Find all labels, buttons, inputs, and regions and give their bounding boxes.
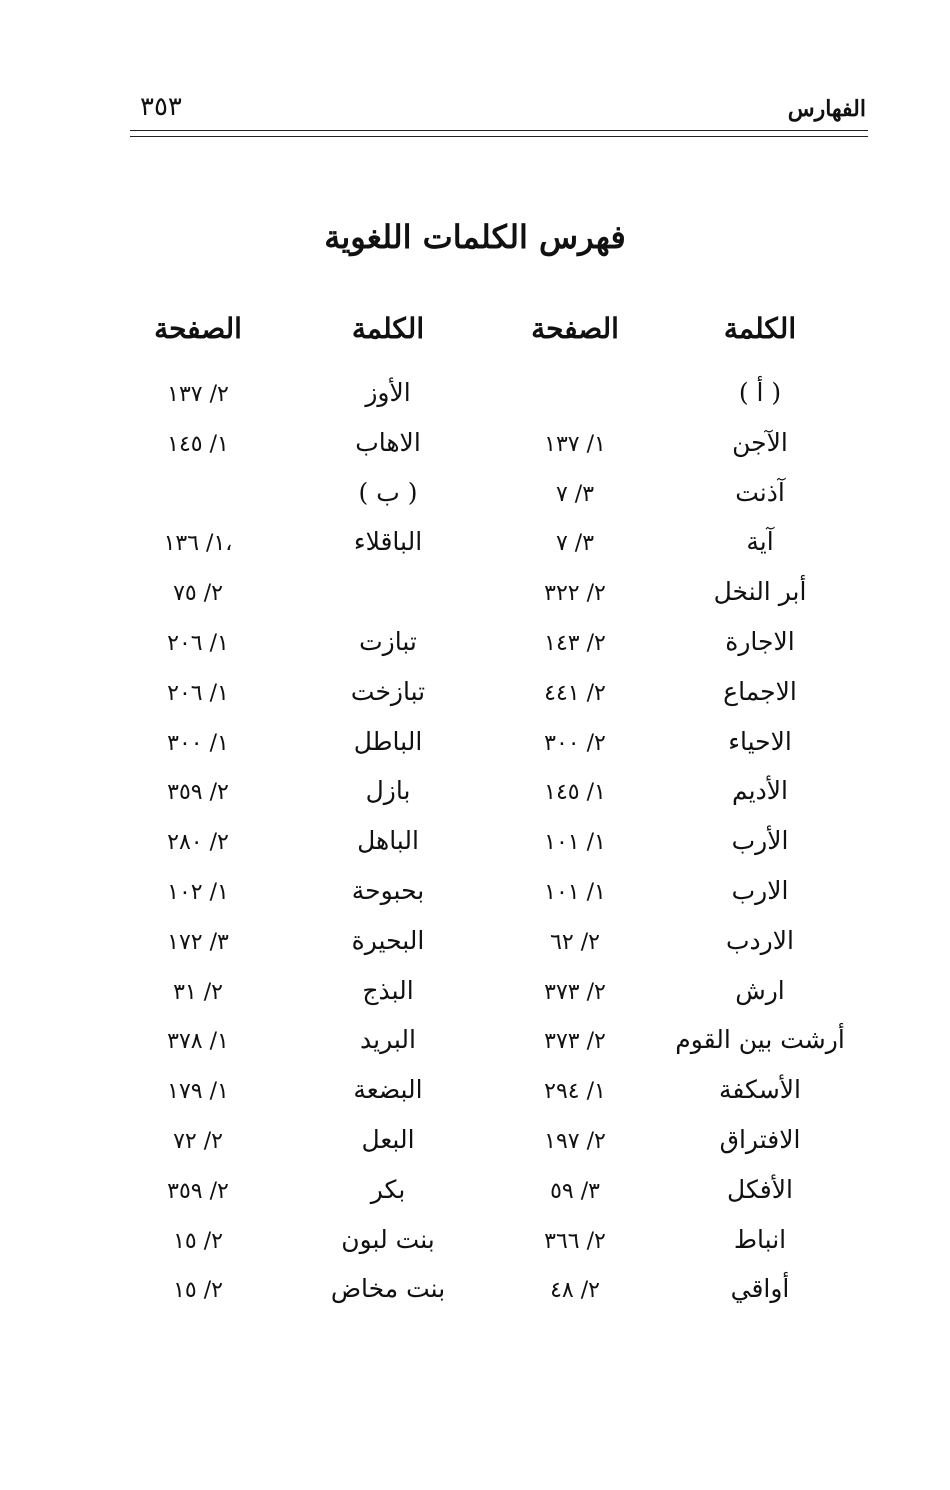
entry-word <box>675 1225 845 1254</box>
table-row <box>130 926 868 976</box>
entry-word <box>675 627 845 656</box>
entry-word <box>675 1125 845 1154</box>
entry-word <box>675 1274 845 1303</box>
entry-page <box>490 577 660 606</box>
entry-page <box>490 627 660 656</box>
entry-page <box>113 378 283 407</box>
entry-page <box>113 926 283 955</box>
entry-page <box>113 1125 283 1154</box>
table-row <box>130 876 868 926</box>
entry-page-text: ٢/ ٢٨٠ <box>167 830 229 856</box>
entry-word <box>303 776 473 805</box>
entry-page-text: ٣/ ١٧٢ <box>167 929 229 955</box>
entry-word-text: الاجارة <box>725 627 795 656</box>
entry-page-text: ٢/ ٣٧٣ <box>544 1029 606 1055</box>
entry-word-text: انباط <box>733 1224 787 1254</box>
entry-word-text: الأفكل <box>727 1174 793 1204</box>
table-row <box>130 677 868 727</box>
entry-word <box>303 478 473 507</box>
entry-page <box>113 876 283 905</box>
table-row <box>130 976 868 1026</box>
entry-word-text: الاحياء <box>728 726 792 756</box>
page-header <box>130 92 868 128</box>
entry-word-text: الاجماع <box>723 676 797 706</box>
table-row <box>130 826 868 876</box>
entry-page <box>490 727 660 756</box>
entry-word <box>675 926 845 955</box>
entry-page-text: ٢/ ١٥ <box>173 1228 223 1254</box>
entry-page-text: ١/ ٢٩٤ <box>544 1079 606 1105</box>
entry-word-text: الباهل <box>357 826 419 856</box>
entry-page <box>490 926 660 955</box>
entry-word-text: تبازت <box>359 627 417 656</box>
entry-word-text: البضعة <box>353 1075 423 1105</box>
entry-page-text: ١/ ١٤٥ <box>167 431 229 457</box>
entry-word-text: بكر <box>370 1174 406 1204</box>
entry-page <box>113 527 283 556</box>
entry-page-text: ٢/ ٣٧٣ <box>544 979 606 1005</box>
table-row <box>130 1175 868 1225</box>
entry-page-text: ٢/ ٤٨ <box>550 1278 600 1304</box>
entry-page-text: ١/ ١٠٢ <box>167 880 229 905</box>
table-row <box>130 577 868 627</box>
entry-page <box>490 1075 660 1104</box>
entry-page-text: ١/ ١٧٩ <box>167 1079 229 1105</box>
entry-page <box>113 1025 283 1054</box>
table-row <box>130 1125 868 1175</box>
entry-page <box>113 428 283 457</box>
entry-word-text: آية <box>746 527 774 557</box>
entry-page <box>490 478 660 507</box>
table-row <box>130 478 868 528</box>
entry-page <box>113 1225 283 1254</box>
entry-word-text: الأرب <box>731 826 789 856</box>
entry-word <box>675 876 845 905</box>
entry-word-text: الباقلاء <box>353 527 423 557</box>
column-header-page-1: الصفحة <box>531 312 619 345</box>
entry-page <box>113 976 283 1005</box>
entry-page-text: ٢/ ١٩٧ <box>544 1129 606 1154</box>
entry-word <box>675 727 845 756</box>
entry-page <box>113 826 283 855</box>
entry-page-text: ٢/ ١٤٣ <box>544 631 606 656</box>
entry-page <box>113 677 283 706</box>
table-row <box>130 1274 868 1324</box>
entry-page-text: ١/ ٢٠٦ <box>167 631 229 656</box>
table-row <box>130 627 868 677</box>
entry-word-text: الارب <box>731 876 789 905</box>
entry-page-text: ٢/ ٣٥٩ <box>167 780 229 806</box>
entry-page <box>113 1175 283 1204</box>
entry-word <box>675 1025 845 1054</box>
entry-word-text: أواقي <box>730 1274 790 1304</box>
entry-word-text: بازل <box>365 776 411 806</box>
page-title: فهرس الكلمات اللغوية <box>324 218 626 256</box>
entry-page <box>113 577 283 606</box>
entry-word <box>675 976 845 1005</box>
entry-page-text: ١/ ١٠١ <box>544 830 606 856</box>
entry-page-text: ٣/ ٥٩ <box>550 1178 600 1204</box>
entry-word <box>675 776 845 805</box>
entry-word-text: الأسكفة <box>718 1075 801 1105</box>
entry-page <box>490 976 660 1005</box>
entry-page <box>113 627 283 656</box>
entry-word-text: البريد <box>360 1025 416 1055</box>
entry-page-text: ١/ ١٣٦، <box>163 531 233 557</box>
entry-page <box>490 527 660 556</box>
entry-word <box>303 527 473 556</box>
entry-word <box>675 478 845 507</box>
entry-page-text: ١/ ٣٧٨ <box>167 1029 229 1055</box>
entry-word-text: الافتراق <box>719 1125 801 1154</box>
entry-page-text: ٢/ ٣٦٦ <box>544 1228 606 1254</box>
entry-page-text: ٢/ ٣١ <box>173 979 223 1005</box>
entry-page-text: ٢/ ٣٥٩ <box>167 1178 229 1204</box>
entry-word-text: أرشت بين القوم <box>675 1025 845 1055</box>
column-header-word-1: الكلمة <box>723 312 797 345</box>
entry-page <box>113 776 283 805</box>
table-row <box>130 1075 868 1125</box>
entry-page-text: ٢/ ٦٢ <box>550 929 600 955</box>
header-rule-top <box>130 130 868 131</box>
entry-page <box>113 727 283 756</box>
entry-page <box>490 1125 660 1154</box>
entry-word <box>303 1225 473 1254</box>
entry-page <box>490 1025 660 1054</box>
entry-page-text: ١/ ١٤٥ <box>544 780 606 806</box>
column-header-word-2: الكلمة <box>351 312 425 345</box>
running-title: الفهارس <box>787 96 866 122</box>
entry-word-text: ( ب ) <box>358 477 418 507</box>
entry-page <box>490 776 660 805</box>
page-number: ٣٥٣ <box>140 92 182 122</box>
entry-page-text: ١/ ٣٠٠ <box>167 730 229 756</box>
entry-word <box>303 677 473 706</box>
entry-word-text: الاهاب <box>355 427 421 457</box>
entry-page-text: ٢/ ٣٠٠ <box>544 730 606 756</box>
entry-page-text: ٣/ ٧ <box>555 481 595 507</box>
entry-word <box>675 577 845 606</box>
entry-page-text: ٢/ ١٥ <box>173 1278 223 1304</box>
entry-word-text: بنت لبون <box>341 1224 435 1254</box>
entry-word-text: آذنت <box>735 477 785 507</box>
entry-word-text: بحبوحة <box>351 876 425 905</box>
entry-page-text: ٢/ ٣٢٢ <box>544 581 606 607</box>
table-row <box>130 776 868 826</box>
entry-word-text: الباطل <box>353 726 423 756</box>
entry-page-text: ٢/ ١٣٧ <box>167 382 229 407</box>
entry-word-text: الآجن <box>732 427 788 457</box>
entry-word-text: الأوز <box>365 378 411 407</box>
entry-page <box>113 1274 283 1303</box>
header-rule-bottom <box>130 136 868 137</box>
entry-page <box>113 1075 283 1104</box>
table-row <box>130 527 868 577</box>
table-row <box>130 1025 868 1075</box>
entry-word-text: الاردب <box>726 925 794 955</box>
entry-word <box>303 627 473 656</box>
entry-word-text: البعل <box>361 1125 415 1154</box>
entry-word <box>303 1274 473 1303</box>
entry-page-text: ١/ ٢٠٦ <box>167 680 229 706</box>
entry-page <box>490 1274 660 1303</box>
table-row <box>130 727 868 777</box>
entry-page <box>490 677 660 706</box>
entry-word <box>303 1125 473 1154</box>
entry-page-text: ١/ ١٠١ <box>544 880 606 905</box>
entry-word <box>675 428 845 457</box>
entry-word <box>303 1175 473 1204</box>
table-row <box>130 378 868 428</box>
entry-word <box>303 727 473 756</box>
entry-page-text: ٢/ ٧٥ <box>173 581 223 607</box>
entry-word-text: بنت مخاض <box>330 1274 446 1304</box>
entry-word-text: الأديم <box>732 776 788 806</box>
entry-word <box>675 378 845 407</box>
table-row <box>130 428 868 478</box>
entry-word-text: ارش <box>735 975 785 1005</box>
entry-word <box>303 1075 473 1104</box>
entry-word-text: أبر النخل <box>713 577 807 607</box>
entry-word <box>303 876 473 905</box>
entry-page-text: ٢/ ٤٤١ <box>544 680 606 706</box>
entry-word-text: تبازخت <box>350 676 426 706</box>
entry-word <box>675 1175 845 1204</box>
entry-word <box>303 976 473 1005</box>
entry-word-text: البذج <box>362 975 414 1005</box>
entry-word <box>303 1025 473 1054</box>
entry-word <box>675 826 845 855</box>
entry-page-text: ١/ ١٣٧ <box>544 431 606 457</box>
entry-word-text: البحيرة <box>351 925 425 955</box>
table-row <box>130 1225 868 1275</box>
entry-page <box>490 876 660 905</box>
column-header-page-2: الصفحة <box>154 312 242 345</box>
entry-page <box>490 826 660 855</box>
entry-word <box>303 926 473 955</box>
entry-word <box>303 428 473 457</box>
entry-page <box>490 428 660 457</box>
entry-word <box>675 677 845 706</box>
entry-word <box>675 1075 845 1104</box>
entry-page-text: ٣/ ٧ <box>555 531 595 557</box>
entry-word <box>675 527 845 556</box>
entry-word <box>303 378 473 407</box>
entry-page <box>490 1175 660 1204</box>
entry-word <box>303 826 473 855</box>
entry-page-text: ٢/ ٧٢ <box>173 1129 223 1154</box>
entry-word-text: ( أ ) <box>738 378 782 407</box>
entry-page <box>490 1225 660 1254</box>
